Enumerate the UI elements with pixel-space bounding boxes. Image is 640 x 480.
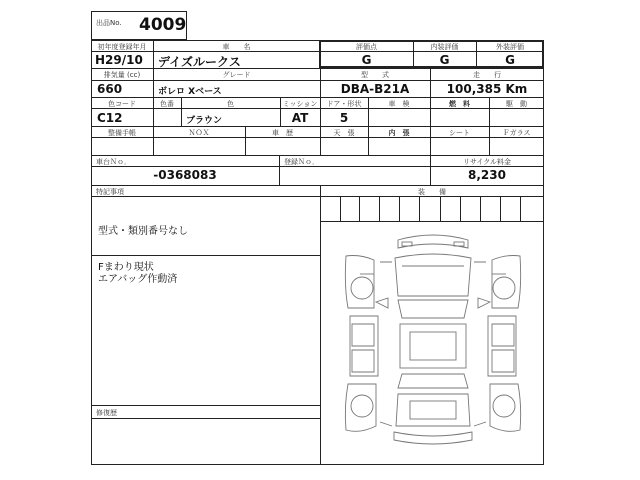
exterior-score-value: G xyxy=(505,53,515,67)
equipment-label: 装 備 xyxy=(418,188,446,196)
note-line-3: エアバッグ作動済 xyxy=(98,274,178,285)
manual-label: 整備手帳 xyxy=(108,129,136,137)
equipment-check-grid xyxy=(320,196,544,222)
drive-label: 駆 動 xyxy=(506,100,527,108)
notes-label: 特記事項 xyxy=(96,188,124,196)
inspection-label: 車 検 xyxy=(388,100,410,108)
interior-trim-label: 内 張 xyxy=(388,129,410,137)
nox-label: ＮＯＸ xyxy=(188,129,210,137)
note-line-2: Fまわり現状 xyxy=(98,262,154,273)
car-damage-diagram xyxy=(340,226,526,460)
exterior-score-label: 外装評価 xyxy=(496,43,524,51)
repair-history-label: 修復歴 xyxy=(96,409,117,417)
chassis-value: -0368083 xyxy=(153,168,217,182)
score-label: 評価点 xyxy=(356,43,377,51)
color-number-label: 色番 xyxy=(160,100,174,108)
fuel-label: 燃 料 xyxy=(449,100,470,108)
interior-score-value: G xyxy=(439,53,450,67)
car-name-value: デイズルークス xyxy=(158,55,241,69)
grade-label: グレード xyxy=(222,71,251,79)
model-value: DBA-B21A xyxy=(340,82,410,96)
recycle-label: リサイクル料金 xyxy=(462,158,512,166)
mileage-label: 走 行 xyxy=(473,71,501,79)
color-code-value: C12 xyxy=(97,111,123,125)
color-label: 色 xyxy=(227,100,234,108)
door-label: ドア・形状 xyxy=(326,100,362,108)
chassis-label: 車台Ｎｏ． xyxy=(96,158,131,166)
lot-number-label: 出品No. xyxy=(96,19,122,27)
color-code-label: 色コード xyxy=(108,100,136,108)
mission-label: ミッション xyxy=(282,100,318,108)
grade-value: ボレロ Xベース xyxy=(158,87,222,97)
registration-label: 登録Ｎｏ． xyxy=(284,158,319,166)
sunroof-label: 天 張 xyxy=(333,129,355,137)
door-value: 5 xyxy=(339,111,349,125)
mileage-value: 100,385 Km xyxy=(446,82,528,96)
seat-label: シート xyxy=(449,129,470,137)
recycle-value: 8,230 xyxy=(468,168,506,182)
reg-date-value: H29/10 xyxy=(95,53,143,67)
note-line-1: 型式・類別番号なし xyxy=(98,226,188,237)
reg-date-label: 初年度登録年月 xyxy=(97,43,147,51)
mission-value: AT xyxy=(291,111,309,125)
fglass-label: Ｆガラス xyxy=(502,129,531,137)
car-name-label: 車 名 xyxy=(222,43,251,51)
history-label: 車 歴 xyxy=(272,129,293,137)
interior-score-label: 内装評価 xyxy=(430,43,459,51)
color-value: ブラウン xyxy=(186,116,223,126)
displacement-label: 排気量 (cc) xyxy=(103,71,141,79)
model-label: 型 式 xyxy=(361,71,389,79)
score-value: G xyxy=(361,53,372,67)
displacement-value: 660 xyxy=(97,82,123,96)
lot-number: 4009 xyxy=(139,15,187,35)
